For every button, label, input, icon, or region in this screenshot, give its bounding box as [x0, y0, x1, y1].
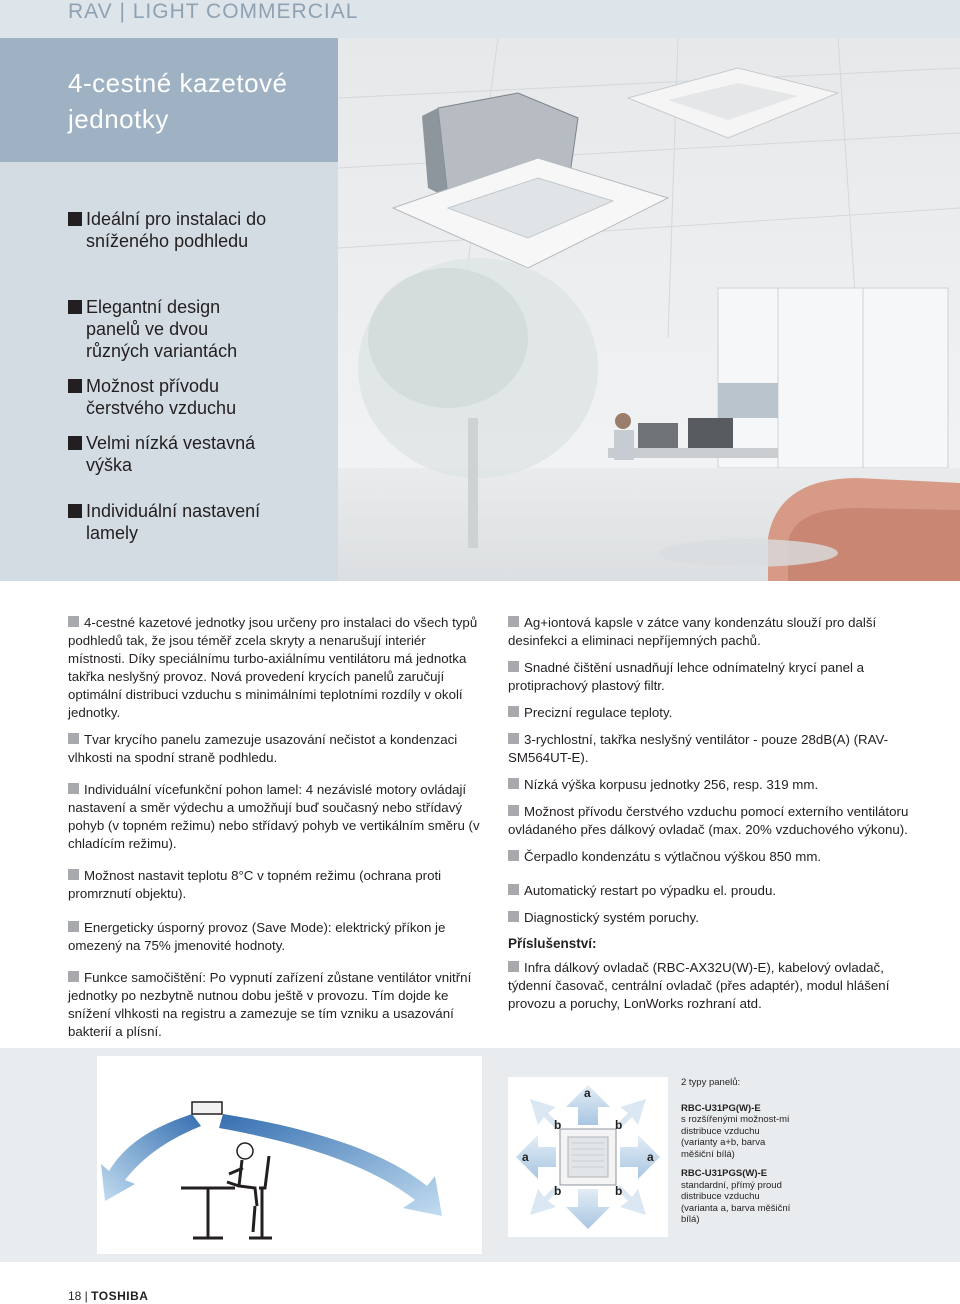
bullet-square-icon — [68, 436, 82, 450]
office-cassette-photo — [338, 38, 960, 581]
panel-label-a-top: a — [584, 1086, 591, 1100]
bullet-square-icon — [68, 971, 79, 982]
bullet-square-icon — [68, 733, 79, 744]
paragraph-text: Tvar krycího panelu zamezuje usazování nečistot a kondenzaci vlhkosti na spodní straně podhledu. — [68, 732, 458, 765]
bullet-square-icon — [68, 869, 79, 880]
bullet-square-icon — [68, 783, 79, 794]
paragraph — [508, 614, 920, 650]
panel-types-legend — [681, 1077, 791, 1226]
feature-text: Ideální pro instalaci do sníženého podhledu — [86, 209, 267, 251]
bullet-square-icon — [68, 921, 79, 932]
bullet-square-icon — [68, 300, 82, 314]
page-number: 18 | — [68, 1289, 88, 1303]
bullet-square-icon — [508, 616, 519, 627]
paragraph — [508, 776, 920, 794]
paragraph — [68, 969, 480, 1041]
paragraph — [508, 959, 920, 1013]
top-header-bar — [0, 0, 960, 38]
bullet-square-icon — [508, 961, 519, 972]
page-footer — [68, 1289, 148, 1303]
paragraph — [508, 803, 920, 839]
bullet-square-icon — [68, 504, 82, 518]
paragraph — [68, 781, 480, 853]
feature-item — [68, 208, 328, 252]
bullet-square-icon — [68, 212, 82, 226]
feature-item — [68, 296, 258, 362]
paragraph-text: Automatický restart po výpadku el. proudu. — [524, 883, 777, 898]
panel-desc-2: standardní, přímý proud distribuce vzduchu (varianta a, barva měšiční bílá) — [681, 1179, 791, 1225]
feature-item — [68, 375, 268, 419]
left-feature-panel — [0, 38, 338, 581]
legend-intro: 2 typy panelů: — [681, 1077, 741, 1088]
feature-text: Individuální nastavení lamely — [86, 501, 261, 543]
paragraph-text: Precizní regulace teploty. — [524, 705, 673, 720]
page-title — [68, 65, 328, 137]
bullet-square-icon — [508, 661, 519, 672]
bullet-square-icon — [508, 850, 519, 861]
paragraph — [68, 614, 480, 722]
paragraph-text: Diagnostický systém poruchy. — [524, 910, 699, 925]
paragraph-text: Možnost přívodu čerstvého vzduchu pomocí externího ventilátoru ovládaného přes dálkový ovladač (max. 20% vzduchového výkonu). — [508, 804, 909, 837]
feature-text: Možnost přívodu čerstvého vzduchu — [86, 376, 237, 418]
panel-label-b-br: b — [615, 1184, 623, 1198]
paragraph — [508, 882, 920, 900]
accessories-heading: Příslušenství: — [508, 936, 597, 951]
feature-item — [68, 500, 283, 544]
paragraph-text: Energeticky úsporný provoz (Save Mode): elektrický příkon je omezený na 75% jmenovité hodnoty. — [68, 920, 446, 953]
feature-text: Velmi nízká vestavná výška — [86, 433, 256, 475]
section-title: RAV | LIGHT COMMERCIAL — [68, 0, 359, 23]
airflow-diagram — [97, 1056, 482, 1254]
paragraph — [68, 919, 480, 955]
page-title-line2: jednotky — [68, 104, 169, 134]
feature-item — [68, 432, 283, 476]
hero-section — [0, 38, 960, 581]
bullet-square-icon — [68, 616, 79, 627]
paragraph — [68, 867, 480, 903]
panel-label-a-right: a — [647, 1150, 654, 1164]
paragraph-text: Individuální vícefunkční pohon lamel: 4 nezávislé motory ovládají nastavení a směr výdechu a umožňují buď současný nebo střídavý pohyb (v topném režimu) nebo střídavý pohyb ve vertikálním směru (v chladícím režimu). — [68, 782, 480, 851]
bullet-square-icon — [508, 911, 519, 922]
panel-airflow-diagram — [508, 1077, 668, 1237]
bullet-square-icon — [508, 805, 519, 816]
bullet-square-icon — [508, 778, 519, 789]
feature-text: Elegantní design panelů ve dvou různých variantách — [86, 297, 238, 361]
title-block — [0, 38, 338, 162]
bullet-square-icon — [508, 733, 519, 744]
panel-code-1: RBC-U31PG(W)-E — [681, 1102, 761, 1114]
panel-label-b-tr: b — [615, 1118, 623, 1132]
paragraph-text: 4-cestné kazetové jednotky jsou určeny pro instalaci do všech typů podhledů tak, že jsou téměř zcela skryty a nenarušují interiér místnosti. Díky speciálnímu turbo-axiálnímu ventilátoru má jednotka takřka neslyšný provoz. Nová provedení krycích panelů zaručují optimální distribuci vzduchu s minimálními teplotními rozdíly v okolí jednotky. — [68, 615, 478, 720]
paragraph-text: Funkce samočištění: Po vypnutí zařízení zůstane ventilátor vnitřní jednotky po nezbytně nutnou dobu ještě v provozu. Tím dojde ke snížení vlhkosti na registru a zamezuje se tím vzniku a usazování bakterií a plísní. — [68, 970, 472, 1039]
right-text-column — [508, 614, 920, 1022]
panel-label-b-bl: b — [554, 1184, 562, 1198]
bullet-square-icon — [68, 379, 82, 393]
paragraph-text: 3-rychlostní, takřka neslyšný ventilátor - pouze 28dB(A) (RAV-SM564UT-E). — [508, 732, 889, 765]
paragraph — [68, 731, 480, 767]
paragraph — [508, 909, 920, 927]
paragraph — [508, 659, 920, 695]
paragraph — [508, 731, 920, 767]
panel-desc-1: s rozšířenými možnost-mi distribuce vzduchu (varianty a+b, barva měšiční bílá) — [681, 1114, 790, 1160]
paragraph — [508, 848, 920, 866]
page-title-line1: 4-cestné kazetové — [68, 68, 288, 98]
bullet-square-icon — [508, 884, 519, 895]
paragraph-text: Nízká výška korpusu jednotky 256, resp. 319 mm. — [524, 777, 819, 792]
panel-code-2: RBC-U31PGS(W)-E — [681, 1168, 768, 1179]
brand-logo: TOSHIBA — [91, 1289, 149, 1303]
paragraph-text: Snadné čištění usnadňují lehce odnímatelný krycí panel a protiprachový plastový filtr. — [508, 660, 865, 693]
paragraph-text: Čerpadlo kondenzátu s výtlačnou výškou 850 mm. — [524, 849, 822, 864]
paragraph — [508, 704, 920, 722]
bullet-square-icon — [508, 706, 519, 717]
paragraph-text: Ag+iontová kapsle v zátce vany kondenzátu slouží pro další desinfekci a eliminaci nepříjemných pachů. — [508, 615, 877, 648]
panel-label-b-tl: b — [554, 1118, 562, 1132]
panel-label-a-left: a — [522, 1150, 529, 1164]
paragraph-text: Možnost nastavit teplotu 8°C v topném režimu (ochrana proti promrznutí objektu). — [68, 868, 442, 901]
left-text-column — [68, 614, 480, 1050]
paragraph-text: Infra dálkový ovladač (RBC-AX32U(W)-E), kabelový ovladač, týdenní časovač, centrální ovladač (přes adaptér), modul hlášení provozu a poruchy, LonWorks rozhraní atd. — [508, 960, 890, 1011]
